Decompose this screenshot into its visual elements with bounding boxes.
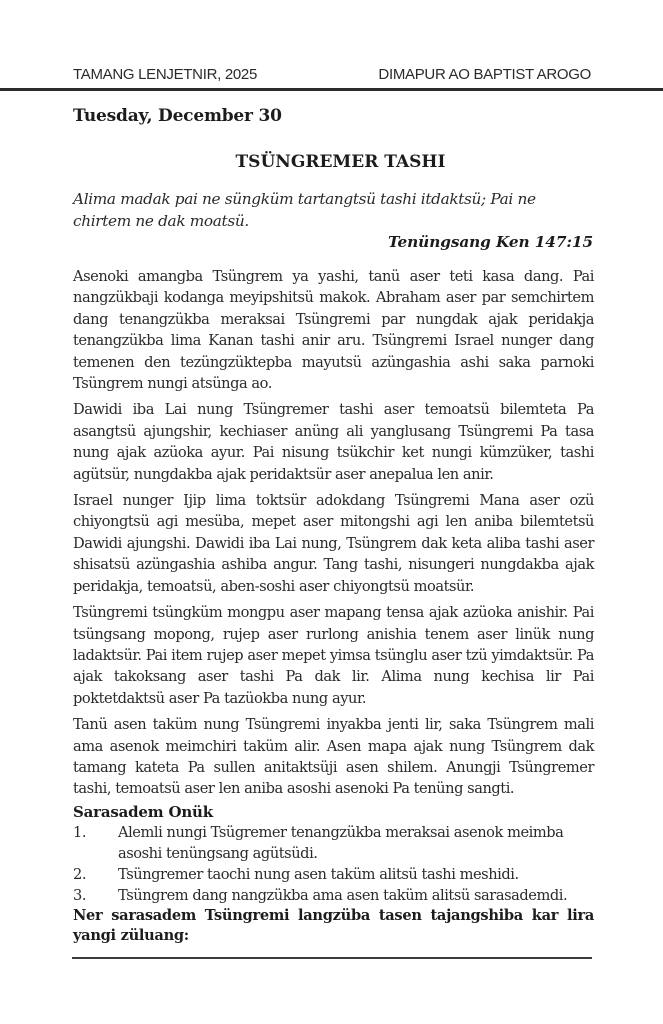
reflection-list <box>73 822 594 906</box>
body-paragraph: Israel nunger Ijip lima toktsür adokdang Tsüngremi Mana aser ozü chiyongtsü agi mesüba, mepet aser mitongshi agi len aniba bilemtetsü Dawidi ajungshi. Dawidi iba Lai nung, Tsüngrem dak keta aliba tashi aser shisatsü azüngashia ashiba angur. Tang tashi, nisungeri nungdakba ajak peridakja, temoatsü, aben-soshi aser chiyongtsü moatsür. <box>73 492 594 595</box>
item-text: Alemli nungi Tsügremer tenangzükba meraksai asenok meimba asoshi tenüngsang agütsüdi. <box>118 823 564 862</box>
reflection-heading: Sarasadem Onük <box>73 802 213 821</box>
devotion-body <box>73 266 594 952</box>
reflection-item <box>73 885 594 906</box>
item-text: Tsüngremer taochi nung asen taküm alitsü tashi meshidi. <box>118 865 519 883</box>
closing-prompt: Ner sarasadem Tsüngremi langzüba tasen tajangshiba kar lira yangi züluang: <box>73 906 594 945</box>
item-number: 2. <box>73 865 87 883</box>
key-verse: Alima madak pai ne süngküm tartangtsü tashi itdaktsü; Pai ne chirtem ne dak moatsü. <box>73 190 536 230</box>
answer-line[interactable] <box>72 957 592 959</box>
body-paragraph: Tsüngremi tsüngküm mongpu aser mapang tensa ajak azüoka anishir. Pai tsüngsang mopong, rujep aser rurlong anishia tenem aser linük nung ladaktsür. Pai item rujep aser mepet yimsa tsünglu aser tzü yimdaktsür. Pa ajak takoksang aser tashi Pa dak lir. Alima nung kechisa lir Pai poktetdaktsü aser Pa tazüokba nung ayur. <box>73 604 594 707</box>
body-paragraph: Dawidi iba Lai nung Tsüngremer tashi aser temoatsü bilemteta Pa asangtsü ajungshir, kechiaser anüng ali yanglusang Tsüngremi Pa tasa nung ajak azüoka ayur. Pai nisung tsükchir ket nungi kümzüker, tashi agütsür, nungdakba ajak peridaktsür aser anepalua len anir. <box>73 401 594 483</box>
verse-reference: Tenüngsang Ken 147:15 <box>388 233 593 251</box>
publisher-name: DIMAPUR AO BAPTIST AROGO <box>378 66 591 83</box>
header-divider <box>0 88 663 91</box>
item-text: Tsüngrem dang nangzükba ama asen taküm alitsü sarasademdi. <box>118 886 568 904</box>
item-number: 3. <box>73 886 87 904</box>
publication-title: TAMANG LENJETNIR, 2025 <box>73 66 258 83</box>
running-header <box>0 66 663 90</box>
devotion-date: Tuesday, December 30 <box>73 106 282 126</box>
devotion-title: TSÜNGREMER TASHI <box>235 152 446 172</box>
reflection-item <box>73 822 594 864</box>
item-number: 1. <box>73 823 87 841</box>
body-paragraph: Tanü asen taküm nung Tsüngremi inyakba jenti lir, saka Tsüngrem mali ama asenok meimchiri taküm alir. Asen mapa ajak nung Tsüngrem dak tamang kateta Pa sullen anitaktsüji asen shilem. Anungji Tsüngremer tashi, temoatsü aser len aniba asoshi asenoki Pa tenüng sangti. <box>73 716 594 798</box>
body-paragraph: Asenoki amangba Tsüngrem ya yashi, tanü aser teti kasa dang. Pai nangzükbaji kodanga meyipshitsü makok. Abraham aser par semchirtem dang tenangzükba meraksai Tsüngremi par nungdak ajak peridakja tenangzükba lima Kanan tashi anir aru. Tsüngremi Israel nunger dang temenen den tezüngzüktepba mayutsü azüngashia ashi saka parnoki Tsüngrem nungi atsünga ao. <box>73 268 594 393</box>
reflection-item <box>73 864 594 885</box>
